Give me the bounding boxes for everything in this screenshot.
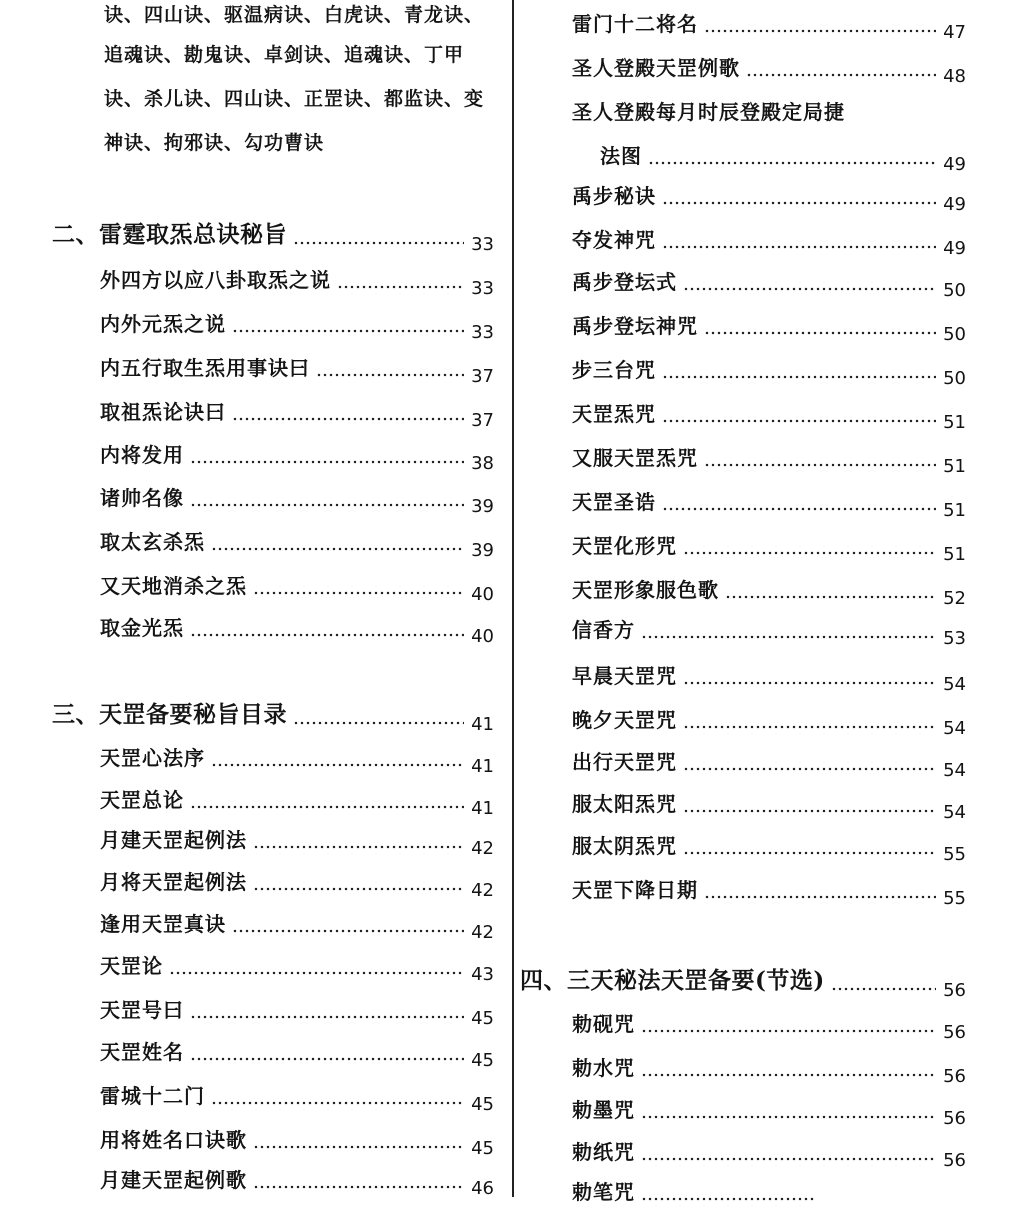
page-number: 56 <box>943 980 966 1001</box>
page-number: 49 <box>943 194 966 215</box>
leader-dots <box>190 460 464 464</box>
page-number: 55 <box>943 844 966 865</box>
toc-entry-label: 雷城十二门 <box>100 1084 205 1108</box>
page-number: 50 <box>943 280 966 301</box>
page-number: 46 <box>471 1178 494 1199</box>
toc-entry[interactable] <box>52 742 494 777</box>
toc-entry[interactable] <box>520 266 966 301</box>
page-number: 53 <box>943 628 966 649</box>
leader-dots <box>293 241 464 245</box>
leader-dots <box>662 201 936 205</box>
toc-entry-label: 服太阴炁咒 <box>572 834 677 858</box>
wrap-line: 诀、四山诀、驱温病诀、白虎诀、青龙诀、 <box>104 4 485 26</box>
toc-entry[interactable] <box>52 994 494 1029</box>
toc-entry-label: 外四方以应八卦取炁之说 <box>100 268 331 292</box>
toc-entry[interactable] <box>52 866 494 901</box>
toc-entry[interactable] <box>52 308 494 343</box>
toc-entry-label: 天罡下降日期 <box>572 878 698 902</box>
page-number: 50 <box>943 368 966 389</box>
leader-dots <box>232 929 464 933</box>
toc-entry-label: 天罡化形咒 <box>572 534 677 558</box>
toc-entry[interactable] <box>520 660 966 695</box>
leader-dots <box>190 633 464 637</box>
page-number: 48 <box>943 66 966 87</box>
toc-entry[interactable] <box>520 486 966 521</box>
leader-dots <box>683 681 936 685</box>
page-number: 45 <box>471 1094 494 1115</box>
toc-entry[interactable] <box>520 574 966 609</box>
toc-entry[interactable] <box>520 310 966 345</box>
toc-entry-label: 天罡论 <box>100 954 163 978</box>
page-number: 42 <box>471 838 494 859</box>
toc-entry[interactable] <box>520 52 966 87</box>
leader-dots <box>704 29 936 33</box>
toc-entry-label: 月建天罡起例法 <box>100 828 247 852</box>
page-number: 54 <box>943 674 966 695</box>
leader-dots <box>683 767 936 771</box>
page-number: 40 <box>471 584 494 605</box>
leader-dots <box>316 373 464 377</box>
page-number: 54 <box>943 718 966 739</box>
leader-dots <box>662 419 936 423</box>
leader-dots <box>831 987 936 991</box>
leader-dots <box>211 763 464 767</box>
page-number: 56 <box>943 1066 966 1087</box>
toc-entry[interactable] <box>520 1052 966 1087</box>
page-number: 54 <box>943 802 966 823</box>
toc-entry[interactable] <box>520 354 966 389</box>
page-number: 56 <box>943 1150 966 1171</box>
page-number: 33 <box>471 234 494 255</box>
page-number: 37 <box>471 366 494 387</box>
toc-entry-partial[interactable] <box>520 1176 820 1205</box>
toc-entry-label: 内将发用 <box>100 443 184 467</box>
page-number: 42 <box>471 922 494 943</box>
toc-entry-label: 月建天罡起例歌 <box>100 1168 247 1192</box>
page-number: 50 <box>943 324 966 345</box>
toc-entry-wrapped[interactable] <box>520 96 966 125</box>
toc-entry-label: 步三台咒 <box>572 358 656 382</box>
toc-entry-label: 天罡形象服色歌 <box>572 578 719 602</box>
leader-dots <box>704 331 936 335</box>
toc-entry-label: 勅纸咒 <box>572 1140 635 1164</box>
toc-entry[interactable] <box>52 824 494 859</box>
toc-heading[interactable] <box>52 696 494 735</box>
leader-dots <box>725 595 936 599</box>
leader-dots <box>641 1157 936 1161</box>
toc-entry[interactable] <box>520 442 966 477</box>
toc-entry-label: 服太阳炁咒 <box>572 792 677 816</box>
toc-entry[interactable] <box>520 140 966 175</box>
leader-dots <box>648 161 936 165</box>
leader-dots <box>704 895 936 899</box>
toc-entry[interactable] <box>520 788 966 823</box>
leader-dots <box>232 417 464 421</box>
leader-dots <box>253 845 464 849</box>
toc-entry-label: 禹步登坛式 <box>572 270 677 294</box>
toc-entry[interactable] <box>520 830 966 865</box>
toc-entry-label: 早晨天罡咒 <box>572 664 677 688</box>
wrap-line: 诀、杀儿诀、四山诀、正罡诀、都监诀、变 <box>104 88 485 110</box>
toc-entry-label: 夺发神咒 <box>572 228 656 252</box>
toc-entry[interactable] <box>520 874 966 909</box>
page-number: 41 <box>471 756 494 777</box>
page-number: 51 <box>943 456 966 477</box>
wrap-line: 神诀、拘邪诀、勾功曹诀 <box>104 132 325 154</box>
page-number: 33 <box>471 278 494 299</box>
leader-dots <box>190 805 464 809</box>
toc-entry-label: 天罡总论 <box>100 788 184 812</box>
leader-dots <box>683 809 936 813</box>
page-number: 39 <box>471 540 494 561</box>
toc-entry-label: 勅墨咒 <box>572 1098 635 1122</box>
toc-entry[interactable] <box>52 396 494 431</box>
wrap-line: 追魂诀、勘鬼诀、卓剑诀、追魂诀、丁甲 <box>104 44 465 66</box>
leader-dots <box>683 551 936 555</box>
page-number: 49 <box>943 238 966 259</box>
leader-dots <box>746 73 936 77</box>
leader-dots <box>662 507 936 511</box>
toc-entry-label: 诸帅名像 <box>100 486 184 510</box>
toc-entry[interactable] <box>520 224 966 259</box>
leader-dots <box>641 1115 936 1119</box>
leader-dots <box>190 503 464 507</box>
page-number: 43 <box>471 964 494 985</box>
toc-entry-label: 勅砚咒 <box>572 1012 635 1036</box>
leader-dots <box>293 721 464 725</box>
toc-entry[interactable] <box>520 746 966 781</box>
leader-dots <box>253 591 464 595</box>
leader-dots <box>641 1029 936 1033</box>
leader-dots <box>683 851 936 855</box>
column-divider <box>512 0 514 1197</box>
page-number: 51 <box>943 544 966 565</box>
toc-entry-label: 又服天罡炁咒 <box>572 446 698 470</box>
toc-entry-label: 内五行取生炁用事诀曰 <box>100 356 310 380</box>
page-number: 56 <box>943 1108 966 1129</box>
leader-dots <box>704 463 936 467</box>
toc-entry-label: 月将天罡起例法 <box>100 870 247 894</box>
page-number: 41 <box>471 798 494 819</box>
toc-entry-label: 禹步秘诀 <box>572 184 656 208</box>
toc-heading-label: 三、天罡备要秘旨目录 <box>52 701 287 728</box>
toc-entry-label: 内外元炁之说 <box>100 312 226 336</box>
page-number: 39 <box>471 496 494 517</box>
toc-entry-label: 取金光炁 <box>100 616 184 640</box>
leader-dots <box>641 1073 936 1077</box>
leader-dots <box>253 887 464 891</box>
toc-entry[interactable] <box>52 526 494 561</box>
page-number: 45 <box>471 1008 494 1029</box>
leader-dots <box>337 285 464 289</box>
toc-entry[interactable] <box>52 439 494 474</box>
page-number: 51 <box>943 412 966 433</box>
toc-entry[interactable] <box>52 264 494 299</box>
page-number: 33 <box>471 322 494 343</box>
toc-entry[interactable] <box>520 8 966 43</box>
page-number: 45 <box>471 1050 494 1071</box>
leader-dots <box>211 547 464 551</box>
leader-dots <box>662 245 936 249</box>
toc-heading[interactable] <box>52 216 494 255</box>
toc-entry-label: 天罡号曰 <box>100 998 184 1022</box>
toc-entry[interactable] <box>520 530 966 565</box>
leader-dots <box>232 329 464 333</box>
page-number: 47 <box>943 22 966 43</box>
toc-entry-label: 又天地消杀之炁 <box>100 574 247 598</box>
page-number: 41 <box>471 714 494 735</box>
page-number: 55 <box>943 888 966 909</box>
toc-entry[interactable] <box>52 908 494 943</box>
toc-entry-label: 晚夕天罡咒 <box>572 708 677 732</box>
toc-entry-label: 勅水咒 <box>572 1056 635 1080</box>
leader-dots <box>169 971 464 975</box>
page-number: 42 <box>471 880 494 901</box>
toc-entry[interactable] <box>52 1036 494 1071</box>
leader-dots <box>683 287 936 291</box>
page-number: 54 <box>943 760 966 781</box>
toc-heading-label: 二、雷霆取炁总诀秘旨 <box>52 221 287 248</box>
toc-entry[interactable] <box>52 570 494 605</box>
toc-entry[interactable] <box>52 950 494 985</box>
leader-dots <box>190 1015 464 1019</box>
toc-entry-label: 天罡心法序 <box>100 746 205 770</box>
toc-entry-label: 雷门十二将名 <box>572 12 698 36</box>
toc-entry[interactable] <box>52 1124 494 1159</box>
toc-entry-label: 逢用天罡真诀 <box>100 912 226 936</box>
toc-entry[interactable] <box>52 482 494 517</box>
page-number: 51 <box>943 500 966 521</box>
page-number: 56 <box>943 1022 966 1043</box>
toc-entry[interactable] <box>520 614 966 649</box>
toc-entry-label: 天罡圣诰 <box>572 490 656 514</box>
leader-dots <box>211 1101 464 1105</box>
leader-dots <box>683 725 936 729</box>
leader-dots <box>641 635 936 639</box>
toc-entry[interactable] <box>520 1136 966 1171</box>
toc-entry[interactable] <box>52 612 494 647</box>
toc-entry[interactable] <box>520 398 966 433</box>
toc-entry-label: 取太玄杀炁 <box>100 530 205 554</box>
leader-dots <box>253 1185 464 1189</box>
toc-entry-label: 天罡炁咒 <box>572 402 656 426</box>
toc-entry-label: 用将姓名口诀歌 <box>100 1128 247 1152</box>
leader-dots <box>662 375 936 379</box>
toc-entry[interactable] <box>520 1008 966 1043</box>
toc-entry[interactable] <box>52 352 494 387</box>
toc-entry[interactable] <box>52 784 494 819</box>
leader-dots <box>641 1197 814 1201</box>
page-number: 37 <box>471 410 494 431</box>
leader-dots <box>253 1145 464 1149</box>
toc-entry-label: 圣人登殿天罡例歌 <box>572 56 740 80</box>
toc-entry-label: 出行天罡咒 <box>572 750 677 774</box>
page-number: 45 <box>471 1138 494 1159</box>
leader-dots <box>190 1057 464 1061</box>
toc-entry[interactable] <box>520 180 966 215</box>
toc-entry-label: 勅笔咒 <box>572 1180 635 1204</box>
toc-entry-label: 禹步登坛神咒 <box>572 314 698 338</box>
toc-entry-label: 取祖炁论诀曰 <box>100 400 226 424</box>
toc-entry[interactable] <box>520 1094 966 1129</box>
toc-entry-label: 圣人登殿每月时辰登殿定局捷 <box>572 100 845 124</box>
page-number: 52 <box>943 588 966 609</box>
toc-entry-label: 天罡姓名 <box>100 1040 184 1064</box>
toc-entry[interactable] <box>52 1164 494 1199</box>
page-number: 40 <box>471 626 494 647</box>
page-number: 49 <box>943 154 966 175</box>
toc-entry[interactable] <box>52 1080 494 1115</box>
toc-heading-label: 四、三天秘法天罡备要(节选) <box>520 967 825 994</box>
page-number: 38 <box>471 453 494 474</box>
toc-entry-label: 信香方 <box>572 618 635 642</box>
toc-heading[interactable] <box>520 962 966 1001</box>
toc-entry-label: 法图 <box>600 144 642 168</box>
toc-entry[interactable] <box>520 704 966 739</box>
